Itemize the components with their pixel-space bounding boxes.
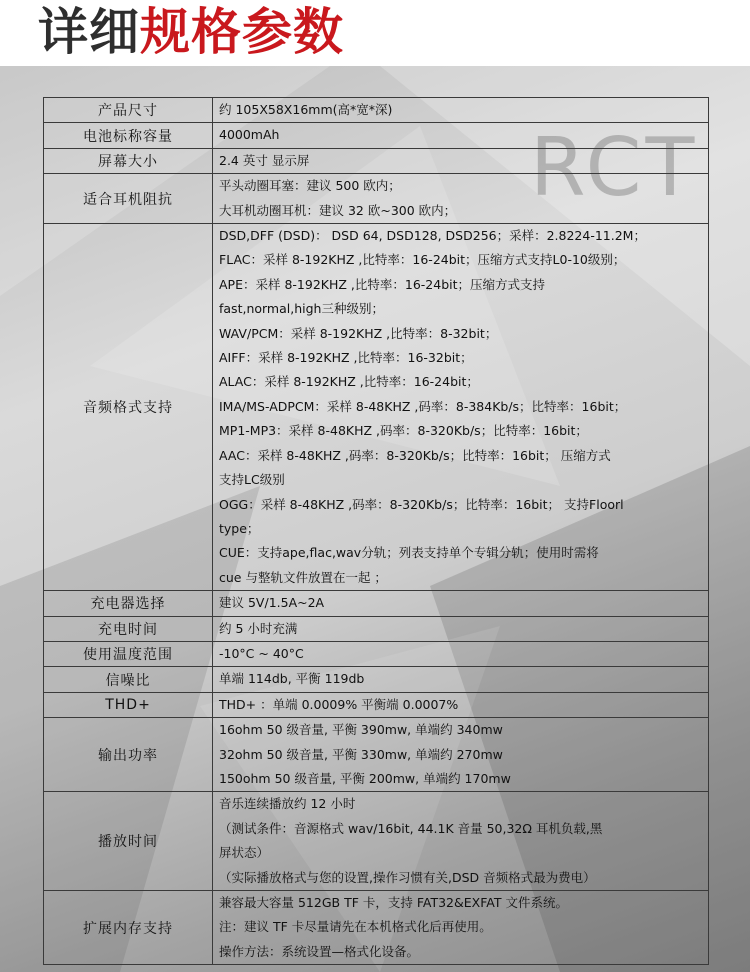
spec-row-temperature	[44, 641, 709, 666]
rct-watermark: RCT	[530, 121, 699, 214]
spec-value	[213, 224, 709, 591]
spec-label: THD+	[44, 692, 213, 717]
spec-label: 产品尺寸	[44, 98, 213, 123]
spec-label: 充电器选择	[44, 591, 213, 616]
spec-row-screen	[44, 148, 709, 173]
spec-value-line: 操作方法：系统设置—格式化设备。	[219, 943, 420, 959]
title-part-1: 详细	[38, 3, 140, 61]
spec-value-line: 平头动圈耳塞：建议 500 欧内；	[219, 178, 401, 194]
spec-value	[213, 616, 709, 641]
spec-value-line: IMA/MS-ADPCM：采样 8-48KHZ ,码率：8-384Kb/s；比特率：16bit；	[219, 398, 627, 414]
header	[0, 0, 750, 66]
spec-value	[213, 591, 709, 616]
spec-value-line: THD+ ：单端 0.0009% 平衡端 0.0007%	[219, 696, 459, 712]
spec-value-line: 32ohm 50 级音量, 平衡 330mw, 单端约 270mw	[219, 746, 503, 762]
spec-value-line: 建议 5V/1.5A~2A	[219, 595, 325, 611]
spec-label: 扩展内存支持	[44, 891, 213, 965]
spec-row-charge-time	[44, 616, 709, 641]
spec-value-line: 约 5 小时充满	[219, 620, 298, 636]
spec-row-snr	[44, 667, 709, 692]
spec-label: 电池标称容量	[44, 123, 213, 148]
spec-label: 适合耳机阻抗	[44, 174, 213, 224]
spec-value-line: -10°C ~ 40°C	[219, 645, 304, 661]
spec-label: 输出功率	[44, 718, 213, 792]
spec-value	[213, 123, 709, 148]
spec-value-line: FLAC：采样 8-192KHZ ,比特率：16-24bit；压缩方式支持L0-10级别；	[219, 252, 626, 268]
spec-row-thd	[44, 692, 709, 717]
spec-row-audio-formats	[44, 224, 709, 591]
spec-label: 充电时间	[44, 616, 213, 641]
spec-value-line: CUE：支持ape,flac,wav分轨；列表支持单个专辑分轨；使用时需将	[219, 545, 599, 561]
spec-value-line: 兼容最大容量 512GB TF 卡，支持 FAT32&EXFAT 文件系统。	[219, 895, 568, 910]
spec-value-line: 屏状态）	[219, 845, 270, 861]
spec-label: 使用温度范围	[44, 641, 213, 666]
spec-row-battery	[44, 123, 709, 148]
spec-value-line: ALAC：采样 8-192KHZ ,比特率：16-24bit；	[219, 374, 479, 390]
spec-value	[213, 148, 709, 173]
spec-value-line: AAC：采样 8-48KHZ ,码率：8-320Kb/s；比特率：16bit； 压缩方式	[219, 447, 611, 463]
spec-value	[213, 891, 709, 965]
spec-value-line: 支持LC级别	[219, 472, 285, 488]
spec-label: 播放时间	[44, 792, 213, 891]
spec-value	[213, 174, 709, 224]
spec-value	[213, 718, 709, 792]
spec-row-output-power	[44, 718, 709, 792]
spec-table	[43, 97, 709, 965]
spec-value-line: DSD,DFF (DSD)： DSD 64, DSD128, DSD256；采样：2.8224-11.2M；	[219, 228, 646, 244]
spec-value-line: AIFF：采样 8-192KHZ ,比特率：16-32bit；	[219, 350, 473, 366]
spec-value-line: 音乐连续播放约 12 小时	[219, 796, 356, 812]
spec-value-line: type；	[219, 520, 260, 536]
spec-value-line: fast,normal,high三种级别；	[219, 301, 384, 317]
spec-value-line: WAV/PCM：采样 8-192KHZ ,比特率：8-32bit；	[219, 325, 498, 341]
spec-value-line: 16ohm 50 级音量, 平衡 390mw, 单端约 340mw	[219, 722, 503, 738]
spec-value-line: APE：采样 8-192KHZ ,比特率：16-24bit；压缩方式支持	[219, 276, 546, 292]
spec-value-line: （测试条件：音源格式 wav/16bit, 44.1K 音量 50,32Ω 耳机负载,黑	[219, 820, 603, 836]
spec-value-line: MP1-MP3：采样 8-48KHZ ,码率：8-320Kb/s；比特率：16bit；	[219, 423, 588, 439]
spec-value	[213, 98, 709, 123]
spec-value-line: cue 与整轨文件放置在一起 ；	[219, 569, 387, 585]
spec-value	[213, 792, 709, 891]
spec-row-playback-time	[44, 792, 709, 891]
spec-value-line: 单端 114db, 平衡 119db	[219, 671, 365, 687]
spec-value-line: OGG：采样 8-48KHZ ,码率：8-320Kb/s；比特率：16bit； 支持Floorl	[219, 496, 624, 512]
spec-value-line: 大耳机动圈耳机：建议 32 欧~300 欧内；	[219, 202, 457, 218]
spec-label: 音频格式支持	[44, 224, 213, 591]
spec-value-line: 约 105X58X16mm(高*宽*深)	[219, 102, 393, 117]
page-title	[38, 2, 344, 62]
spec-value	[213, 692, 709, 717]
spec-row-charger	[44, 591, 709, 616]
spec-value-line: 2.4 英寸 显示屏	[219, 152, 310, 168]
spec-value-line: （实际播放格式与您的设置,操作习惯有关,DSD 音频格式最为费电）	[219, 869, 596, 885]
spec-row-storage	[44, 891, 709, 965]
spec-label: 信噪比	[44, 667, 213, 692]
spec-row-impedance	[44, 174, 709, 224]
title-part-2: 规格参数	[140, 3, 344, 61]
spec-value-line: 注：建议 TF 卡尽量请先在本机格式化后再使用。	[219, 919, 492, 935]
spec-value	[213, 667, 709, 692]
spec-label: 屏幕大小	[44, 148, 213, 173]
spec-row-size	[44, 98, 709, 123]
spec-value	[213, 641, 709, 666]
spec-value-line: 150ohm 50 级音量, 平衡 200mw, 单端约 170mw	[219, 770, 511, 786]
spec-value-line: 4000mAh	[219, 127, 280, 143]
